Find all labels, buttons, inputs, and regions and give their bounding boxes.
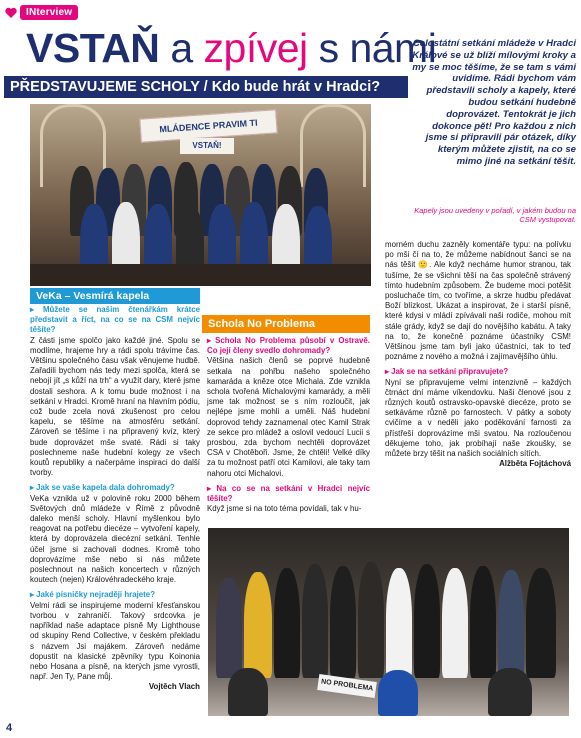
photo-sign: NO PROBLEMA <box>317 674 377 698</box>
question-text: Jaké písničky nejraději hrajete? <box>36 590 156 600</box>
title-word-3: zpívej <box>203 25 308 71</box>
person <box>470 566 496 678</box>
answer: Když jsme si na toto téma povídali, tak v hu- <box>207 504 362 514</box>
person <box>302 564 328 678</box>
section-heading-veka: VeKa – Vesmírá kapela <box>30 288 200 304</box>
pew <box>30 264 371 286</box>
group-photo-schola <box>208 528 569 716</box>
answer: Velmi rádi se inspirujeme moderní křesťanskou tvorbou v zahraničí. Takový srdcovka je například naše adaptace písně My Lighthouse od skupiny Rend Collective, v českém překladu s názvem Jsi majákem. Zároveň nedáme dopustit na klasické zpěvníky typu Koinonia nebo Hosana a písně, na kterých jsme vyrostli, např. Jen Ty, Pane můj. <box>30 600 200 682</box>
person <box>378 670 418 716</box>
answer: Většina našich členů se poprvé hudebně setkala na pohřbu našeho společného kamaráda a kněze otce Michala. Zde vznikla schola tvořená Michalovými kamarády, a měli jsme tak možnost se s ním rozloučit, jak nejlépe jsme mohli a uměli. Náš hudební doprovod tehdy zaznamenal otec Kamil Strak ze sekce pro mládež a oslovil vedoucí Lucii s prosbou, zda bychom nechtěli doprovázet CSA v Chotěboři. Jsme, že chtěli! Velké díky za tu možnost patří otci Kamilovi, ale taky tam nahoru otci Michalovi. <box>207 356 370 478</box>
page-number: 4 <box>6 722 13 734</box>
intro-text: Celostátní setkání mládeže v Hradci Králové se už blíží mílovými kroky a my se moc těšíme, že se tam s vámi uvidíme. Rádi bychom vám představili scholy a kapely, které budou setkání hudebně doprovázet. Tentokrát je jich dokonce pět! Pro každou z nich jsme si připravili pár otázek, díky kterým můžete zjistit, na co se mimo jiné na setkání těšit. <box>412 38 576 167</box>
answer: Nyní se připravujeme velmi intenzivně – každých čtrnáct dní máme víkendovku. Naši členové jsou z různých koutů ostravsko-opavské diecéze, proto se setkáváme různě po farnostech. V pátky a soboty cvičíme a v neděli jako poděkování farnosti za přístřeší doprovázíme mši svatou. Na rozloučenou děkujeme toho, jak probíhají naše zkoušky, se můžete brzy těšit na našich sociálních sítích. <box>385 377 571 459</box>
person <box>228 668 268 716</box>
question-text: Na co se na setkání v Hradci nejvíc těšíte? <box>207 483 371 504</box>
person <box>526 568 556 678</box>
section-heading-schola: Schola No Problema <box>202 315 370 333</box>
heart-icon <box>4 6 18 20</box>
page-title <box>26 26 436 70</box>
question: ▸ Schola No Problema působí v Ostravě. Co její členy svedlo dohromady? <box>207 336 370 356</box>
subtitle-bar: PŘEDSTAVUJEME SCHOLY / Kdo bude hrát v Hradci? <box>4 76 408 98</box>
person <box>358 562 384 678</box>
person <box>442 568 468 678</box>
section-tag <box>4 4 78 21</box>
article-column-2 <box>207 336 370 514</box>
person <box>386 568 412 678</box>
person <box>274 568 300 678</box>
article-column-3 <box>385 240 571 469</box>
person <box>414 564 440 678</box>
person <box>488 668 532 716</box>
question: ▸ Jak se na setkání připravujete? <box>385 367 509 377</box>
photo-banner-2: VSTAŇ! <box>180 138 234 154</box>
article-column-1 <box>30 305 200 693</box>
author-signature: Vojtěch Vlach <box>148 682 200 692</box>
section-tag-label: INterview <box>20 5 78 20</box>
person <box>244 572 272 678</box>
question: ▸ Na co se na setkání v Hradci nejvíc těšíte? <box>207 483 371 504</box>
title-word-1: VSTAŇ <box>26 25 160 71</box>
title-word-4: s námi <box>318 25 437 71</box>
question-text: Schola No Problema působí v Ostravě. Co její členy svedlo dohromady? <box>207 336 370 356</box>
author-signature: Alžběta Fojtáchová <box>499 459 571 469</box>
question-text: Můžete se našim čtenářkám krátce představit a říct, na co se na CSM nejvíc těšíte? <box>30 305 201 335</box>
question-text: Jak se vaše kapela dala dohromady? <box>36 483 175 493</box>
title-word-2: a <box>170 25 193 71</box>
person <box>498 570 524 678</box>
person <box>216 578 242 678</box>
question: ▸ Můžete se našim čtenářkám krátce představit a říct, na co se na CSM nejvíc těšíte? <box>30 305 201 335</box>
answer: VeKa vznikla už v polovině roku 2000 během Světových dnů mládeže v Římě z původně daleko menší scholy. Hlavní myšlenkou bylo reagovat na potřebu diecéze – vytvoření kapely, která by doprovázela diecézní setkání. Tenhle účel jsme si zachovali dodnes. Kromě toho doprovázíme mše nebo si nás můžete poslechnout na našich koncertech v různých koutech (nejen) Královéhradeckého kraje. <box>30 493 200 585</box>
question: ▸ Jak se vaše kapela dala dohromady? <box>30 483 175 493</box>
person <box>330 566 356 678</box>
question-text: Jak se na setkání připravujete? <box>391 367 509 377</box>
answer-continued: morném duchu zazněly komentáře typu: na polívku po mši či na to, že můžeme nabídnout šanci se na nás těšit 🙂. Ale když necháme humor stranou, tak tušíme, že se všichni těší na čas společně strávený tímto hudebním způsobem. Že budeme moci potěšit posluchače tím, co tvoříme, a skrze hudbu předávat Boží blízkost. Ukázat a inspirovat, že i starší písně, které kdysi v mládí zpívávali naši rodiče, mohou mít stále grády, když se dají do novějšího kabátu. A taky na to, že konečně poznáme účastníky CSM! Většinou jsme tam byli jako účastníci, tak to teď poznáme z nového a možná i zajímavějšího úhlu. <box>385 240 571 362</box>
question: ▸ Jaké písničky nejraději hrajete? <box>30 590 156 600</box>
intro-note: Kapely jsou uvedeny v pořadí, v jakém budou na CSM vystupovat. <box>414 206 576 224</box>
answer: Z části jsme spolčo jako každé jiné. Spolu se modlíme, hrajeme hry a rádi spolu trávíme čas. Většinu společného času však věnujeme hudbě. Zařadili bychom nás tedy mezi spolča, která se nebojí jít „s kůží na trh“ a využít dary, které jsme dostali seshora. A k tomu bude možnost i na setkání v Hradci. Kromě hraní na hlavním pódiu, což bude zcela nová zkušenost pro celou kapelu, se těšíme na atmosféru setkání. Zároveň se těšíme i na připravený kvíz, který bude doprovázet mše svaté. Rádi si taky poslechneme naše hudební kolegy ze všech koutů republiky a načerpáme inspiraci do další tvorby. <box>30 335 200 478</box>
photo-banner: MLÁDENCE PRAVIM TI <box>139 109 277 142</box>
group-photo-veka <box>30 104 371 286</box>
